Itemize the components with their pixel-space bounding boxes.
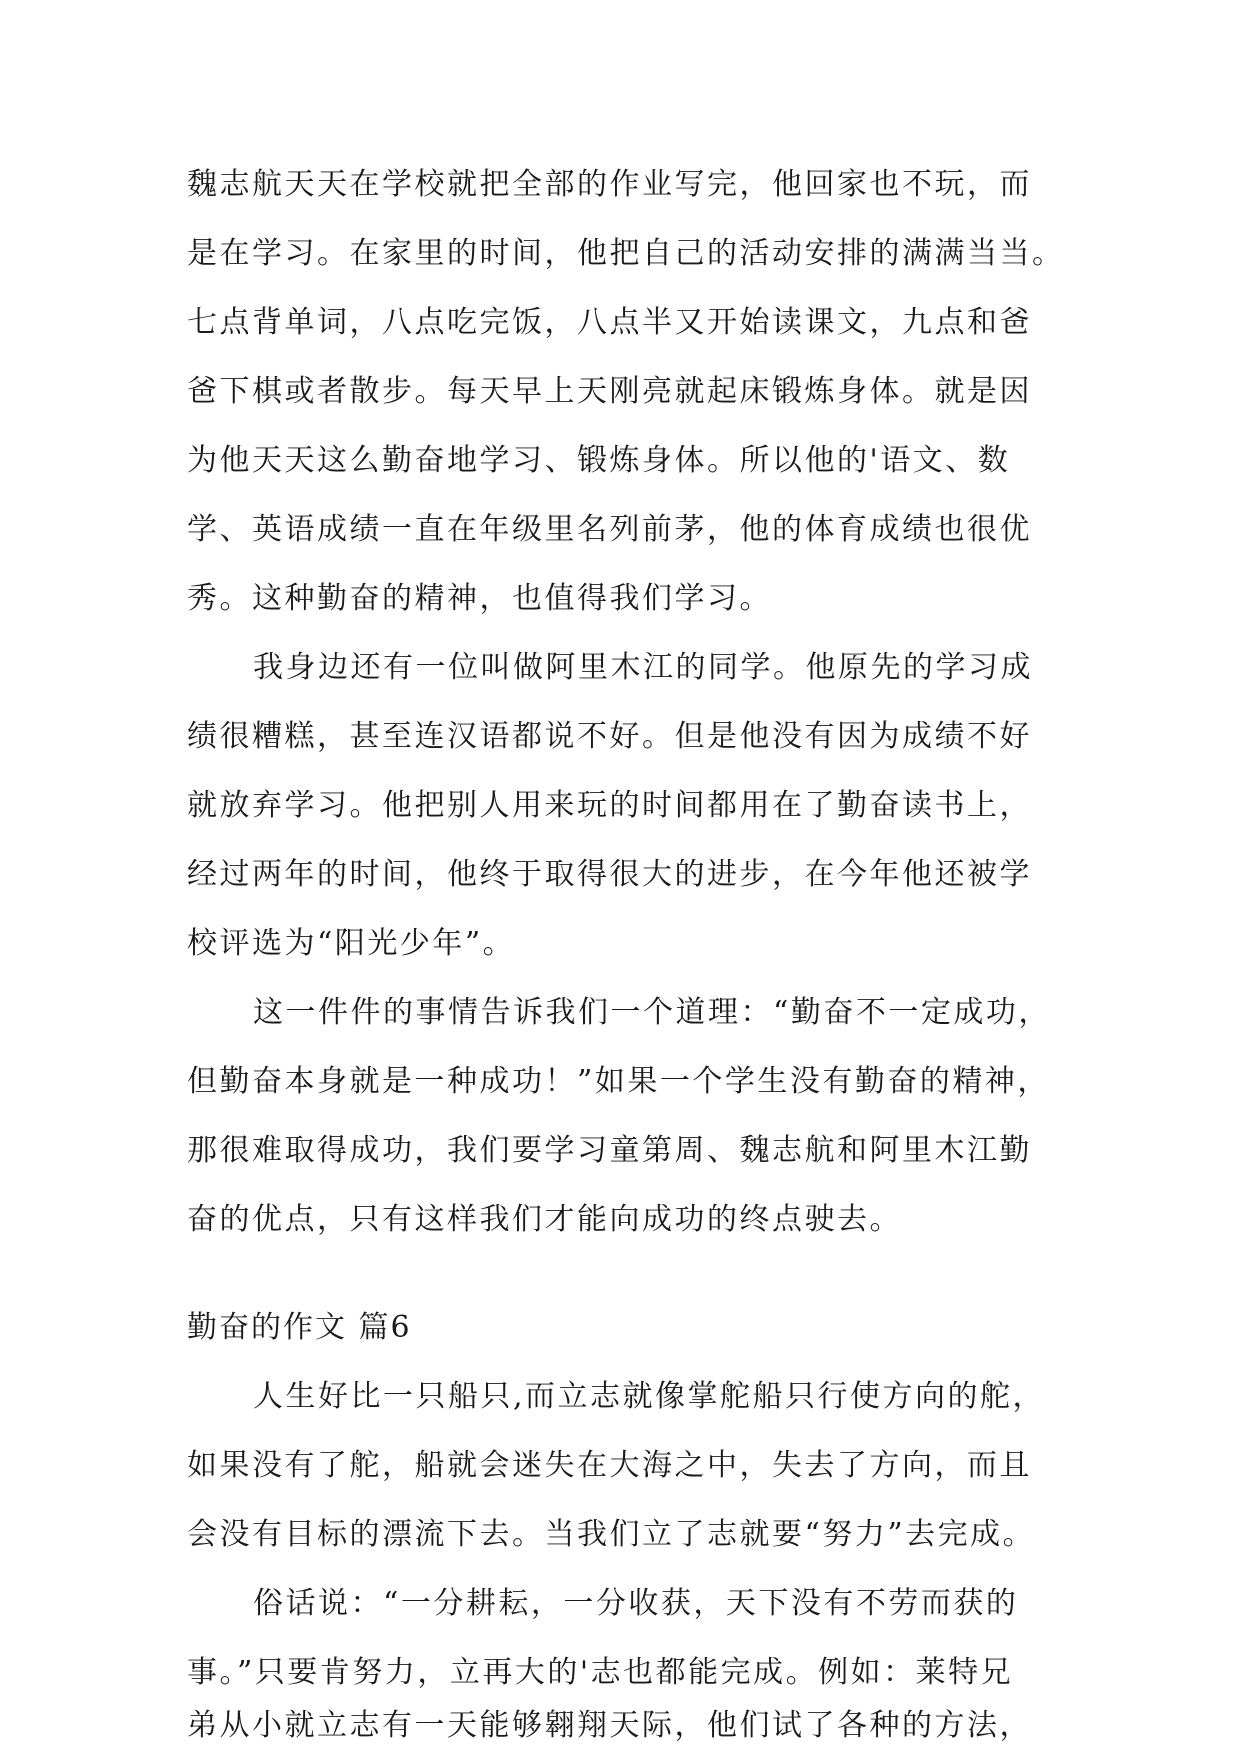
paragraph-line: 魏志航天天在学校就把全部的作业写完，他回家也不玩，而 — [187, 167, 1032, 202]
paragraph-line: 奋的优点，只有这样我们才能向成功的终点驶去。 — [187, 1202, 902, 1237]
paragraph-line: 如果没有了舵，船就会迷失在大海之中，失去了方向，而且 — [187, 1448, 1032, 1483]
paragraph-line: 绩很糟糕，甚至连汉语都说不好。但是他没有因为成绩不好 — [187, 719, 1032, 754]
paragraph-line: 这一件件的事情告诉我们一个道理：“勤奋不一定成功， — [253, 995, 1051, 1030]
paragraph-line: 弟从小就立志有一天能够翱翔天际，他们试了各种的方法， — [187, 1708, 1032, 1743]
paragraph-line: 我身边还有一位叫做阿里木江的同学。他原先的学习成 — [253, 650, 1033, 685]
paragraph-line: 就放弃学习。他把别人用来玩的时间都用在了勤奋读书上， — [187, 788, 1032, 823]
paragraph-line: 那很难取得成功，我们要学习童第周、魏志航和阿里木江勤 — [187, 1133, 1032, 1168]
paragraph-line: 为他天天这么勤奋地学习、锻炼身体。所以他的'语文、数 — [187, 443, 1011, 478]
section-heading: 勤奋的作文 篇6 — [187, 1310, 412, 1345]
paragraph-line: 七点背单词，八点吃完饭，八点半又开始读课文，九点和爸 — [187, 305, 1032, 340]
paragraph-line: 爸下棋或者散步。每天早上天刚亮就起床锻炼身体。就是因 — [187, 374, 1032, 409]
paragraph-line: 秀。这种勤奋的精神，也值得我们学习。 — [187, 581, 772, 616]
paragraph-line: 校评选为“阳光少年”。 — [187, 926, 516, 961]
paragraph-line: 是在学习。在家里的时间，他把自己的活动安排的满满当当。 — [187, 236, 1065, 271]
paragraph-line: 事。”只要肯努力，立再大的'志也都能完成。例如：莱特兄 — [187, 1655, 1014, 1690]
paragraph-line: 经过两年的时间，他终于取得很大的进步，在今年他还被学 — [187, 857, 1032, 892]
paragraph-line: 俗话说：“一分耕耘，一分收获，天下没有不劳而获的 — [253, 1586, 1019, 1621]
paragraph-line: 人生好比一只船只,而立志就像掌舵船只行使方向的舵， — [253, 1379, 1046, 1414]
paragraph-line: 学、英语成绩一直在年级里名列前茅，他的体育成绩也很优 — [187, 512, 1032, 547]
paragraph-line: 会没有目标的漂流下去。当我们立了志就要“努力”去完成。 — [187, 1517, 1036, 1552]
paragraph-line: 但勤奋本身就是一种成功！”如果一个学生没有勤奋的精神， — [187, 1064, 1050, 1099]
